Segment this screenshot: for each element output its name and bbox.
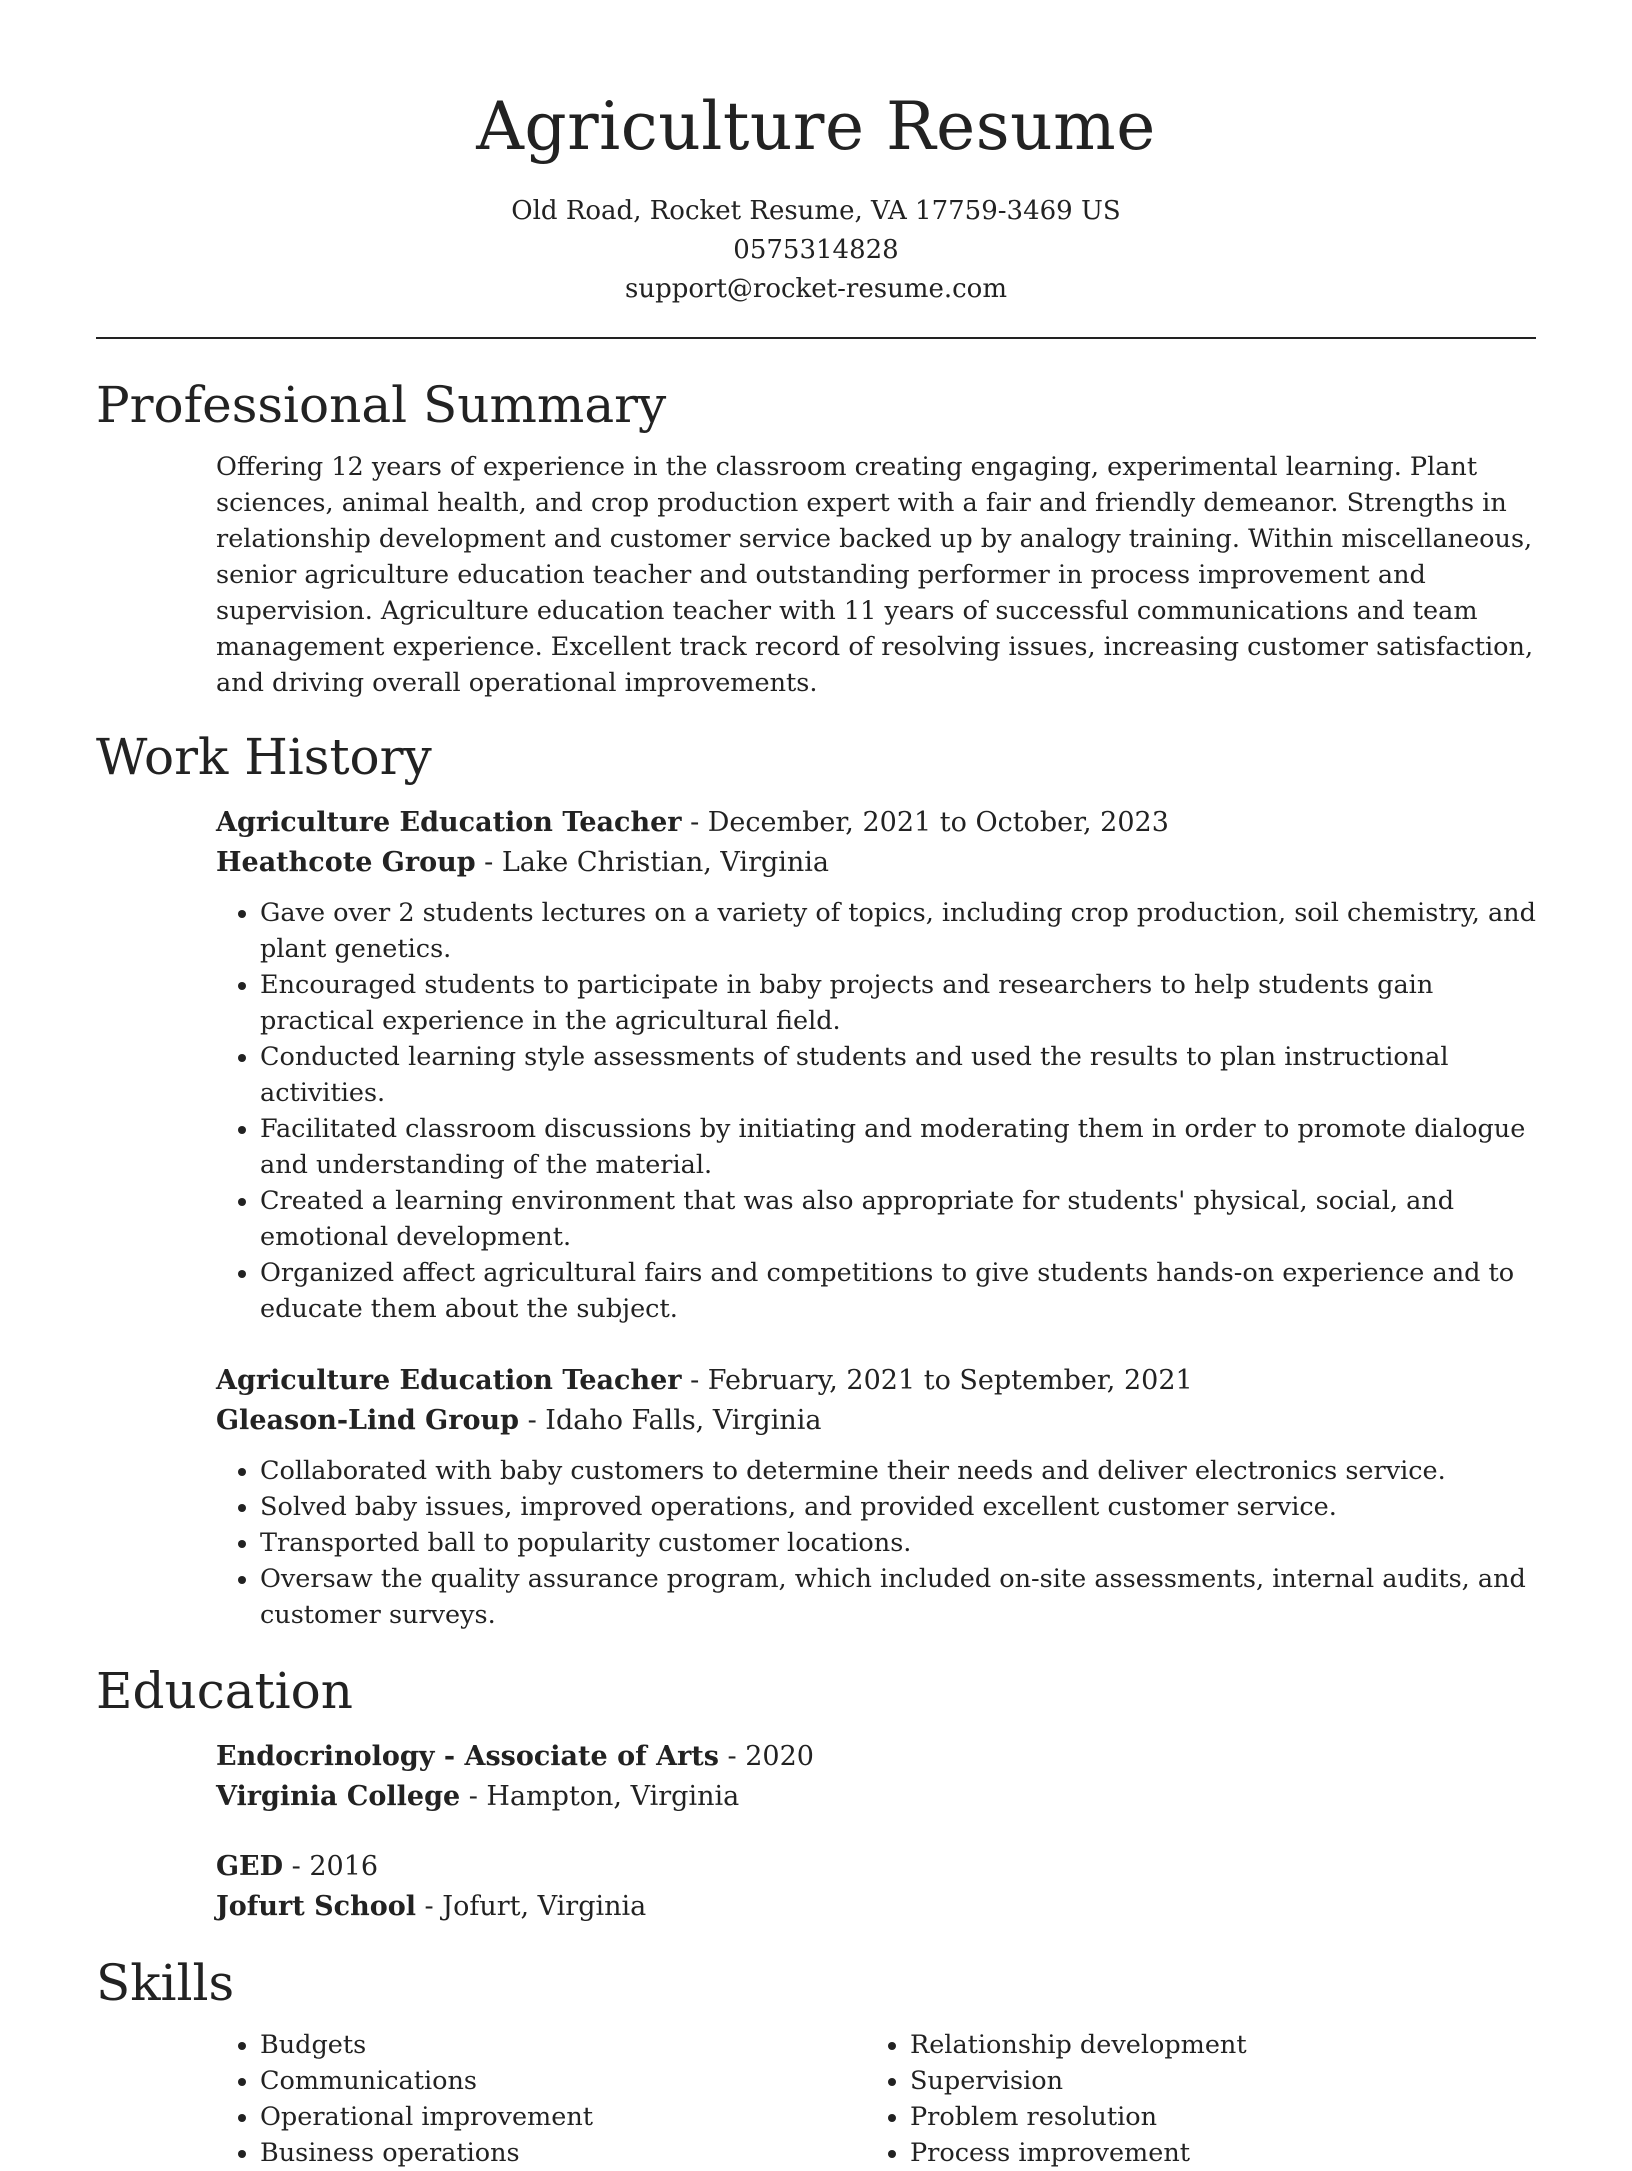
resume-title: Agriculture Resume: [476, 88, 1156, 165]
job-title-line: [216, 803, 1536, 843]
job-role: Agriculture Education Teacher: [216, 807, 682, 838]
job-company-line: [216, 1401, 1536, 1441]
list-item: • Solved baby issues, improved operations, and provided excellent customer service.: [260, 1489, 1536, 1525]
education-year: - 2016: [283, 1851, 379, 1882]
education-degree-line: [216, 1737, 1536, 1777]
job-company: Gleason-Lind Group: [216, 1405, 519, 1436]
summary-heading: Professional Summary: [96, 376, 667, 434]
list-item: • Conducted learning style assessments of students and used the results to plan instructional activities.: [260, 1039, 1536, 1111]
education-location: - Hampton, Virginia: [460, 1781, 740, 1812]
job-entry: [216, 1361, 1536, 1633]
education-school: Virginia College: [216, 1781, 461, 1812]
list-item: • Problem resolution: [910, 2099, 1516, 2135]
header-divider: [96, 337, 1536, 339]
list-item: • Communications: [260, 2063, 866, 2099]
work-section: [96, 725, 1536, 1633]
skills-heading: Skills: [96, 1954, 235, 2012]
work-heading: Work History: [96, 728, 432, 786]
list-item: • Operational improvement: [260, 2099, 866, 2135]
skills-list-left: [216, 2027, 866, 2171]
education-degree: GED: [216, 1851, 284, 1882]
summary-section: [96, 373, 1536, 701]
list-item: • Business operations: [260, 2135, 866, 2171]
address: Old Road, Rocket Resume, VA 17759-3469 US: [511, 196, 1121, 226]
education-degree-line: [216, 1847, 1536, 1887]
education-year: - 2020: [718, 1741, 814, 1772]
contact-info: [96, 192, 1536, 309]
list-item: • Relationship development: [910, 2027, 1516, 2063]
list-item: • Gave over 2 students lectures on a variety of topics, including crop production, soil chemistry, and plant genetics.: [260, 895, 1536, 967]
list-item: • Collaborated with baby customers to determine their needs and deliver electronics service.: [260, 1453, 1536, 1489]
email: support@rocket-resume.com: [624, 274, 1007, 304]
summary-text: Offering 12 years of experience in the classroom creating engaging, experimental learning. Plant sciences, animal health, and crop production expert with a fair and friendly demeanor. Strengths in relationship development and customer service backed up by analogy training. Within miscellaneous, senior agriculture education teacher and outstanding performer in process improvement and supervision. Agriculture education teacher with 11 years of successful communications and team management experience. Excellent track record of resolving issues, increasing customer satisfaction, and driving overall operational improvements.: [216, 452, 1534, 698]
list-item: • Encouraged students to participate in baby projects and researchers to help students gain practical experience in the agricultural field.: [260, 967, 1536, 1039]
list-item: • Transported ball to popularity customer locations.: [260, 1525, 1536, 1561]
job-title-line: [216, 1361, 1536, 1401]
list-item: • Organized affect agricultural fairs and competitions to give students hands-on experience and to educate them about the subject.: [260, 1255, 1536, 1327]
list-item: • Supervision: [910, 2063, 1516, 2099]
education-section: [96, 1659, 1536, 1927]
list-item: • Oversaw the quality assurance program, which included on-site assessments, internal audits, and customer surveys.: [260, 1561, 1536, 1633]
list-item: • Process improvement: [910, 2135, 1516, 2171]
education-school-line: [216, 1777, 1536, 1817]
skills-section: [96, 1951, 1536, 2171]
skills-columns: [216, 2027, 1536, 2171]
education-entry: [216, 1847, 1536, 1927]
list-item: • Facilitated classroom discussions by initiating and moderating them in order to promote dialogue and understanding of the material.: [260, 1111, 1536, 1183]
job-company-line: [216, 843, 1536, 883]
phone: 0575314828: [733, 235, 899, 265]
education-location: - Jofurt, Virginia: [415, 1891, 647, 1922]
job-dates: - December, 2021 to October, 2023: [681, 807, 1169, 838]
job-bullets: [216, 1453, 1536, 1633]
education-entry: [216, 1737, 1536, 1817]
resume-page: [96, 0, 1536, 2171]
job-bullets: [216, 895, 1536, 1327]
list-item: • Budgets: [260, 2027, 866, 2063]
job-location: - Idaho Falls, Virginia: [519, 1405, 822, 1436]
job-company: Heathcote Group: [216, 847, 476, 878]
education-school: Jofurt School: [216, 1891, 416, 1922]
education-degree: Endocrinology - Associate of Arts: [216, 1741, 719, 1772]
resume-header: [96, 0, 1536, 309]
education-heading: Education: [96, 1662, 353, 1720]
job-entry: [216, 803, 1536, 1327]
skills-list-right: [866, 2027, 1516, 2171]
list-item: • Created a learning environment that was also appropriate for students' physical, social, and emotional development.: [260, 1183, 1536, 1255]
education-school-line: [216, 1887, 1536, 1927]
job-dates: - February, 2021 to September, 2021: [681, 1365, 1193, 1396]
job-role: Agriculture Education Teacher: [216, 1365, 682, 1396]
job-location: - Lake Christian, Virginia: [475, 847, 830, 878]
